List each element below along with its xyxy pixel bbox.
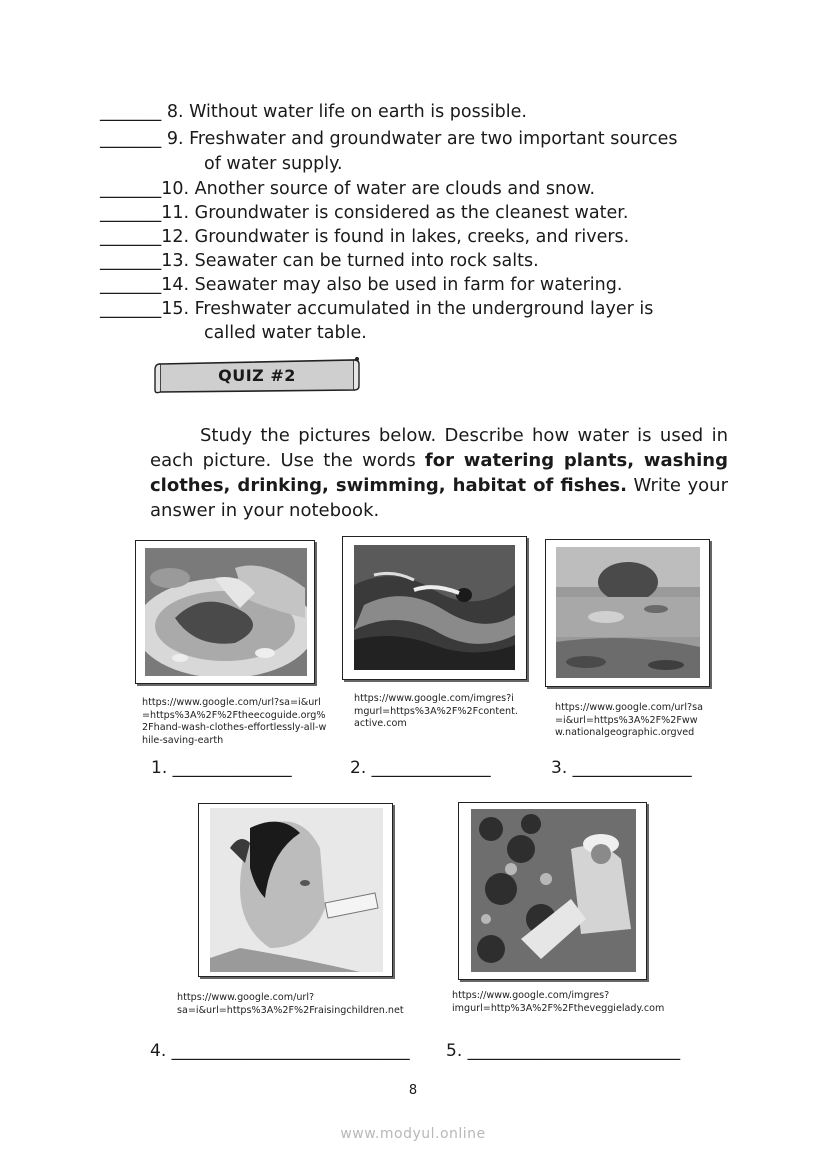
statement-10 bbox=[100, 178, 595, 200]
picture-1-frame bbox=[135, 540, 315, 684]
statement-11 bbox=[100, 202, 628, 224]
answer-blank: _______ bbox=[100, 227, 162, 247]
statement-text: 15. Freshwater accumulated in the underground layer is bbox=[161, 299, 654, 319]
watering-plants-photo bbox=[471, 809, 636, 972]
picture-3-frame bbox=[545, 539, 710, 687]
picture-4-source-url: https://www.google.com/url?sa=i&url=https%3A%2F%2Fraisingchildren.net bbox=[177, 992, 404, 1016]
site-watermark: www.modyul.online bbox=[340, 1126, 486, 1142]
answer-line-5: 5. _________________________ bbox=[446, 1041, 681, 1061]
washing-clothes-photo bbox=[145, 548, 307, 676]
instructions-keywords: for watering plants, washing clothes, drinking, swimming, habitat of fishes. bbox=[150, 450, 728, 496]
answer-line-4: 4. ____________________________ bbox=[150, 1041, 410, 1061]
picture-5-source-url: https://www.google.com/imgres?imgurl=http%3A%2F%2Ftheveggielady.com bbox=[452, 990, 665, 1014]
drinking-water-photo bbox=[210, 808, 383, 972]
answer-line-2: 2. ______________ bbox=[350, 758, 491, 778]
quiz-instructions bbox=[150, 423, 728, 523]
statement-text: 11. Groundwater is considered as the cleanest water. bbox=[161, 203, 629, 223]
statement-9 bbox=[100, 128, 677, 150]
statement-text: 9. Freshwater and groundwater are two important sources bbox=[161, 129, 678, 149]
answer-line-1: 1. ______________ bbox=[151, 758, 292, 778]
quiz-title: QUIZ #2 bbox=[218, 365, 296, 385]
statement-text: 13. Seawater can be turned into rock salts. bbox=[161, 251, 539, 271]
statement-13 bbox=[100, 250, 539, 272]
picture-5-frame bbox=[458, 802, 647, 980]
answer-blank: _______ bbox=[100, 299, 162, 319]
picture-1-source-url: https://www.google.com/url?sa=i&url=https%3A%2F%2Ftheecoguide.org%2Fhand-wash-clothes-effortlessly-all-while-saving-earth bbox=[142, 697, 327, 746]
statement-8 bbox=[100, 101, 527, 123]
answer-blank: _______ bbox=[100, 179, 162, 199]
answer-blank: _______ bbox=[100, 251, 162, 271]
statement-14 bbox=[100, 274, 622, 296]
swimming-photo bbox=[354, 545, 515, 670]
statement-15 bbox=[100, 298, 653, 320]
picture-2-frame bbox=[342, 536, 527, 680]
statement-text: 14. Seawater may also be used in farm for watering. bbox=[161, 275, 623, 295]
statement-9-continuation: of water supply. bbox=[204, 154, 343, 174]
instructions-text: Study the pictures below. Describe how water is used in each picture. Use the words bbox=[150, 425, 728, 471]
answer-line-3: 3. ______________ bbox=[551, 758, 692, 778]
statement-12 bbox=[100, 226, 629, 248]
answer-blank: _______ bbox=[100, 203, 162, 223]
statement-text: 12. Groundwater is found in lakes, creeks, and rivers. bbox=[161, 227, 630, 247]
page-number: 8 bbox=[408, 1083, 418, 1098]
fish-habitat-photo bbox=[556, 547, 700, 678]
answer-blank: _______ bbox=[100, 129, 162, 149]
picture-3-source-url: https://www.google.com/url?sa=i&url=https%3A%2F%2Fwww.nationalgeographic.orgved bbox=[555, 702, 704, 738]
answer-blank: _______ bbox=[100, 275, 162, 295]
instructions-closing: Write your answer in your notebook. bbox=[150, 475, 728, 521]
statement-15-continuation: called water table. bbox=[204, 323, 367, 343]
answer-blank: _______ bbox=[100, 102, 162, 122]
quiz-banner bbox=[154, 356, 360, 394]
statement-text: 10. Another source of water are clouds and snow. bbox=[161, 179, 596, 199]
picture-2-source-url: https://www.google.com/imgres?imgurl=https%3A%2F%2Fcontent.active.com bbox=[354, 693, 518, 729]
picture-4-frame bbox=[198, 803, 393, 977]
statement-text: 8. Without water life on earth is possible. bbox=[161, 102, 527, 122]
